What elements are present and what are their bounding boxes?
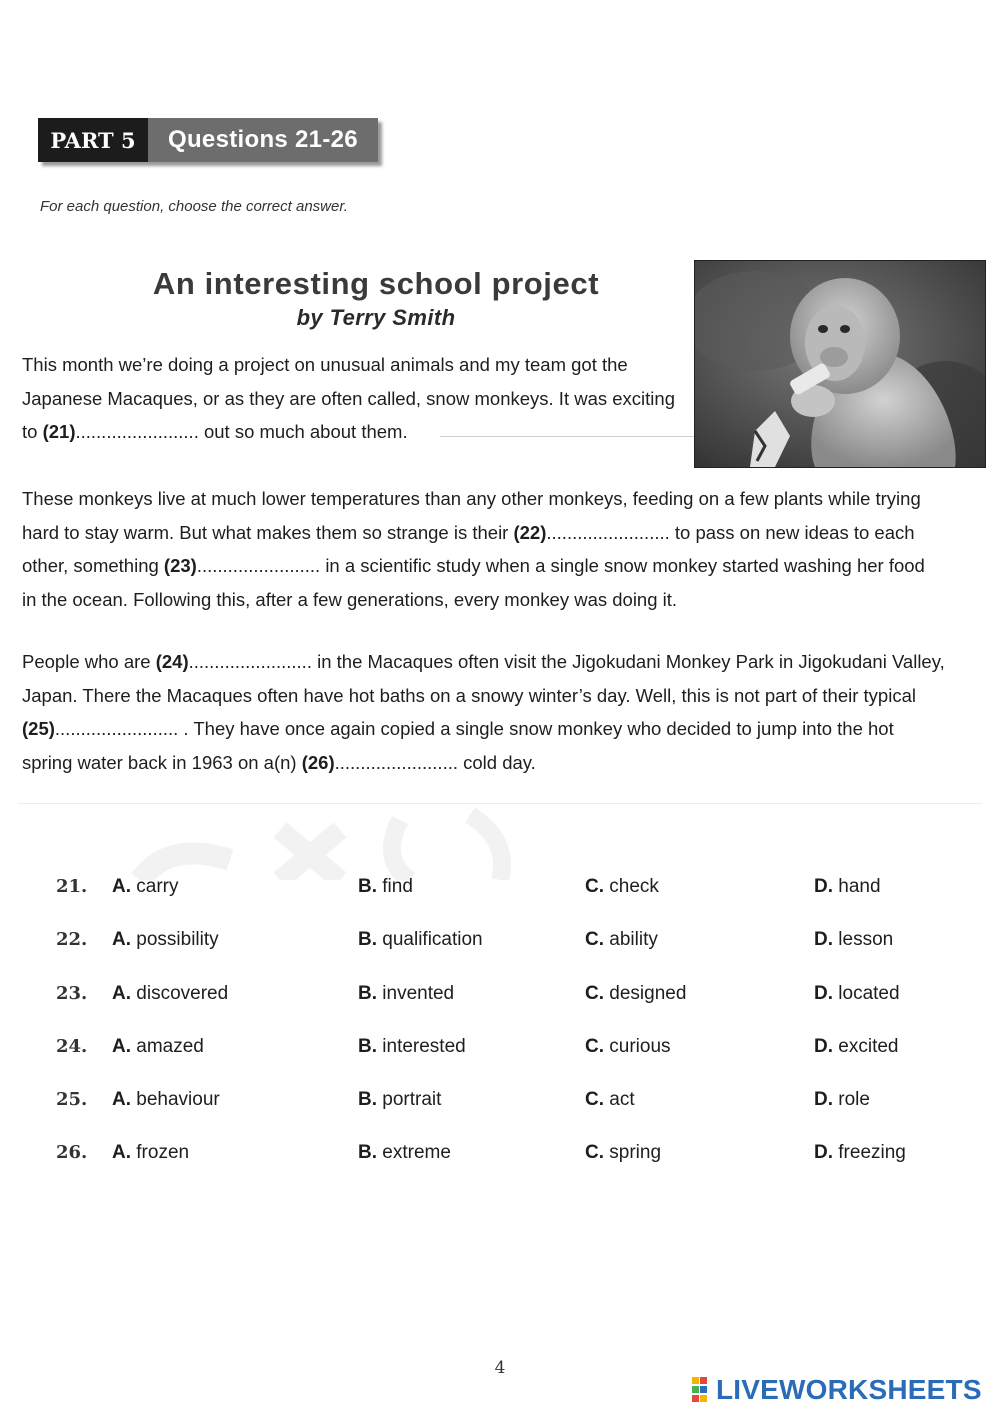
p2-line-4: in the ocean. Following this, after a few generations, every monkey was doing it. <box>22 588 678 610</box>
liveworksheets-logo <box>692 1374 982 1406</box>
question-row-22 <box>56 929 956 982</box>
option-d[interactable]: D. role <box>814 1089 870 1111</box>
option-b[interactable]: B. find <box>358 876 413 897</box>
instruction-text: For each question, choose the correct answer. <box>40 198 348 215</box>
option-b[interactable]: B. extreme <box>358 1142 451 1164</box>
article-byline: by Terry Smith <box>296 305 456 330</box>
option-c[interactable]: C. act <box>585 1089 635 1111</box>
question-row-21 <box>56 876 956 929</box>
question-row-24 <box>56 1036 956 1089</box>
option-d[interactable]: D. excited <box>814 1035 899 1057</box>
option-c[interactable]: C. designed <box>585 982 687 1004</box>
p3-line-1-start: People who are <box>22 651 156 672</box>
question-number: 26. <box>56 1142 88 1164</box>
liveworksheets-brand-text: LIVEWORKSHEETS <box>716 1374 982 1405</box>
faint-watermark-graphic <box>110 800 550 880</box>
p2-line-3 <box>22 549 925 583</box>
option-c[interactable]: C. check <box>585 876 659 897</box>
question-number: 24. <box>56 1035 88 1057</box>
option-b[interactable]: B. qualification <box>358 929 483 951</box>
p2-line-2 <box>22 516 925 550</box>
page-number: 4 <box>494 1358 506 1378</box>
p3-line-4-end: ........................ cold day. <box>334 751 536 773</box>
article-title: An interesting school project <box>152 266 600 301</box>
p1-line-3-start: to <box>22 421 43 442</box>
question-row-26 <box>56 1142 956 1195</box>
p2-line-3-end: ........................ in a scientific study when a single snow monkey started washing her food <box>196 555 925 576</box>
paragraph-2 <box>22 482 925 616</box>
part-header-banner <box>38 118 378 162</box>
p3-line-3 <box>22 712 945 746</box>
question-row-23 <box>56 983 956 1036</box>
paragraph-1 <box>22 348 675 449</box>
p2-line-2-start: hard to stay warm. But what makes them so strange is their <box>22 521 514 543</box>
gap-21-label: (21) <box>42 421 76 442</box>
option-a[interactable]: A. amazed <box>112 1035 204 1057</box>
option-a[interactable]: A. frozen <box>112 1142 190 1164</box>
answer-options <box>56 876 956 1196</box>
p3-line-4 <box>22 746 945 780</box>
option-b[interactable]: B. portrait <box>358 1089 442 1111</box>
question-number: 22. <box>56 929 88 951</box>
p1-line-1: This month we’re doing a project on unusual animals and my team got the <box>22 354 628 375</box>
snow-monkey-photo <box>694 260 986 468</box>
p1-line-2: Japanese Macaques, or as they are often called, snow monkeys. It was exciting <box>22 387 675 409</box>
paragraph-3 <box>22 645 945 779</box>
question-number: 21. <box>56 876 88 897</box>
option-a[interactable]: A. carry <box>112 876 179 897</box>
gap-22-label: (22) <box>513 521 547 543</box>
option-c[interactable]: C. spring <box>585 1142 662 1164</box>
option-b[interactable]: B. interested <box>358 1035 466 1057</box>
option-d[interactable]: D. freezing <box>814 1142 906 1164</box>
question-number: 25. <box>56 1089 88 1111</box>
option-c[interactable]: C. ability <box>585 929 658 951</box>
p3-line-3-end: ........................ . They have once again copied a single snow monkey who decided to jump into the hot <box>54 718 894 739</box>
p3-line-1-end: ........................ in the Macaques often visit the Jigokudani Monkey Park in Jigokudani Valley, <box>188 651 945 672</box>
option-d[interactable]: D. hand <box>814 876 881 897</box>
gap-23-label: (23) <box>163 555 197 576</box>
p3-line-4-start: spring water back in 1963 on a(n) <box>22 751 302 773</box>
option-d[interactable]: D. lesson <box>814 929 894 951</box>
questions-range-label: Questions 21-26 <box>148 118 378 162</box>
gap-26-label: (26) <box>301 751 335 773</box>
p1-line-3 <box>22 415 675 449</box>
option-a[interactable]: A. discovered <box>112 982 229 1004</box>
liveworksheets-grid-icon <box>692 1377 716 1403</box>
p1-line-3-end: ........................ out so much about them. <box>75 421 408 442</box>
p2-line-2-end: ........................ to pass on new ideas to each <box>546 521 915 543</box>
divider-line <box>440 436 694 437</box>
p3-line-1 <box>22 645 945 679</box>
question-row-25 <box>56 1089 956 1142</box>
option-c[interactable]: C. curious <box>585 1035 671 1057</box>
option-a[interactable]: A. behaviour <box>112 1089 220 1111</box>
option-a[interactable]: A. possibility <box>112 929 219 951</box>
option-b[interactable]: B. invented <box>358 982 455 1004</box>
p3-line-2: Japan. There the Macaques often have hot baths on a snowy winter’s day. Well, this is not part of their typical <box>22 684 916 706</box>
gap-24-label: (24) <box>155 651 189 672</box>
gap-25-label: (25) <box>22 718 55 739</box>
p2-line-3-start: other, something <box>22 555 164 576</box>
question-number: 23. <box>56 982 88 1004</box>
option-d[interactable]: D. located <box>814 982 900 1004</box>
p2-line-1: These monkeys live at much lower temperatures than any other monkeys, feeding on a few plants while trying <box>22 488 921 509</box>
part-label: PART 5 <box>38 118 148 162</box>
